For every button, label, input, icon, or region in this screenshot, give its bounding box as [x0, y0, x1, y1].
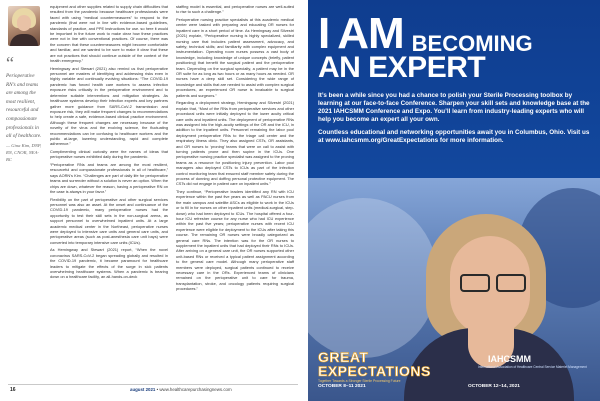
article-column-2 [176, 4, 294, 382]
iahcsmm-logo: IAHCSMM [488, 354, 531, 364]
headline-word-becoming: BECOMING [411, 31, 533, 56]
page-footer [130, 387, 232, 392]
pull-quote-text: Perioperative RN’s and teams are among the most resilient, resourceful and compassionate professionals in all of healthcare. [6, 73, 42, 140]
page-number: 16 [10, 387, 16, 393]
iahcsmm-logo-subtitle: International Association of Healthcare Central Service Materiel Management [478, 365, 587, 369]
footer-issue: august 2021 [130, 387, 156, 392]
article-paragraph: Regarding a deployment strategy, Hemingway and Silvestri (2021) explain that, “Most of the RNs from perioperative services and other procedural units were initially deployed to the lower acuity critical care units and inpatient units. The deployment of perioperative RNs was assigned into the high-acuity settings of the OR and the ICU, in addition to the inpatient units. Personnel remaining the labor pool deployment perioperative RNs to the triage call center and the respiratory illness clinic. They also assigned CSTs, OR assistants, and OR nurses to ‘proning’ teams that were on call to assist with turning patients prone and then supine in the ICUs. One perioperative nursing practice specialist was assigned to the proning teams as a resource for positioning injury prevention. Labor pool managers also deployed CSTs to ICUs as part of the infection control monitoring team that ensured staff member safety during the process of donning and doffing personal protective equipment. The CSTs did not engage in patient care on inpatient units.” [176, 100, 294, 187]
logo-dates-secondary: OCTOBER 12–14, 2021 [468, 384, 520, 389]
ad-photo-background [308, 198, 438, 358]
ad-body [318, 92, 590, 150]
article-column-1 [50, 4, 168, 382]
pull-quote-attribution: — Gina Kim, DNP, RN, CNOR, NEA-BC [6, 142, 42, 162]
author-photo-face [17, 15, 31, 31]
ad-headline-line-1 [318, 9, 590, 58]
headline-word-i: I [318, 9, 330, 58]
article-columns [50, 4, 294, 382]
logo-great: GREAT [318, 349, 369, 365]
ad-body-paragraph: Countless educational and networking opportunities await you in Columbus, Ohio. Visit us at www.iahcsmm.org/GreatExpectations for more information. [318, 129, 590, 144]
logo-tagline: Together Towards a Stronger Sterile Processing Future [318, 379, 401, 383]
author-photo-shoulders [10, 34, 38, 46]
glasses-icon [496, 274, 526, 292]
article-paragraph: Hemingway and Stewart (2021) also remind us that perioperative personnel are masters of identifying and addressing risks even in highly variable and continually evolving situations: “The COVID-19 pandemic has forced health care workers to assess infection exposure risks critically in the perioperative environment and to determine suitable interventions and mitigation strategies. As healthcare systems develop their infection experts and key partners gather more guidance from SARS-CoV-2 transmission and exposure risk, they will make frequent changes to recommendations to help create a safe, evidence-based clinical practice environment. Although these frequent changes are necessary because of the novelty of the virus and the evolving science, the fluctuating recommendations can be confusing to healthcare workers and the public at-large, lowering understanding, rapid and complete adherence.” [50, 65, 168, 147]
footer-separator: • [156, 387, 160, 392]
article-paragraph: Perioperative nursing practice specialists at this academic medical center were tasked with preparing and educating OR nurses for inpatient care in a short period of time. As Hemingway and Silvestri (2021) explain, “Perioperative nursing is highly specialized, skilled nursing care that includes patient assessment, advocacy, and safety; technical skills; and familiarity with complex equipment and instrumentation. Operating room nurses possess a vast body of knowledge, including knowledge of unique concepts (briefly, patient positioning) that benefit the surgical patient and the perioperative team. Depending on the surgical specialty, a patient may be in the OR suite for as long as two hours or as many hours as needed. OR nurses have a deep skill set. Considering the wide range of knowledge and skills that are needed to assist with complex surgical procedures, an experienced OR nurse is invaluable to surgical patients and surgeons.” [176, 17, 294, 98]
ad-headline-line-2: AN EXPERT [318, 51, 486, 84]
author-photo [8, 6, 40, 46]
glasses-icon [460, 274, 490, 292]
quote-mark-icon: “ [6, 53, 14, 73]
article-paragraph: staffing model is essential, and perioperative nurses are well-suited to rise to such a challenge.” [176, 4, 294, 15]
article-paragraph: Complimenting clinical curiosity were the names of ideas that perioperative nurses exhibited daily during the pandemic. [50, 148, 168, 160]
article-paragraph: Flexibility on the part of perioperative and other surgical services personnel was also an asset. At the onset and continuance of the COVID-19 pandemic, many perioperative nurses had the opportunity to test their skill sets in the non-surgical arena, as support personnel to overwhelmed inpatient units. At a large academic medical center in the Northeast, perioperative nurses were deployed to intensive care units and general care units, and perioperative areas (such as post-anesthesia care unit bays) were converted into temporary intensive care units (ICUs). [50, 196, 168, 245]
headline-word-am: AM [337, 9, 404, 58]
footer-site-link[interactable]: www.healthcarepurchasingnews.com [159, 387, 232, 392]
pull-quote-block [6, 53, 44, 163]
conference-advertisement [308, 0, 600, 401]
article-paragraph: “Perioperative RNs and teams are among the most resilient, resourceful and compassionate professionals in all of healthcare,” says AORN’s Kim. “Challenges are part of daily life for perioperative teams and surrender without a solution is never an option. When the chips are down, whatever the reason, having a perioperative RN on the case is always in your favor.” [50, 161, 168, 194]
footer-divider [8, 384, 298, 385]
conference-logo [318, 350, 590, 394]
article-paragraph: As Hemingway and Stewart (2021) report, “When the novel coronavirus SARS-CoV-2 began spreading globally and resulted in the COVID-19 pandemic, it became paramount for healthcare leaders to mitigate the effects of the surge in sick patients overwhelming healthcare systems. When a pandemic is bearing down on a healthcare facility, an all-hands-on-deck [50, 247, 168, 280]
logo-dates-primary: OCTOBER 8–11 2021 [318, 384, 366, 389]
article-paragraph: They continue, “Perioperative leaders identified any RN with ICU experience within the past five years as well as PACU nurses from the main campus and satellite ASCs as eligible to work in the ICUs or to fill in for nurses on other inpatient units (medical-surgical, step-down) who had been deployed to ICUs. The hospital offered a four-hour ICU refresher course for any nurse who had ICU experience within the past five years; perioperative nurses with recent ICU experience were eligible for deployment to the ICUs after taking this course. The remaining OR nurses were broadly categorized as general care RNs. The intention was for the OR nurses to supplement the inpatient units that had deployed their RNs to ICUs. After arriving on a general care unit, the OR nurses supported other unit-based RNs or received a typical patient assignment according to the general care model. Although many perioperative staff members were deployed, surgical patients continued to receive necessary care in the ORs. Experienced teams of clinicians remained on the perioperative unit to care for trauma, transplantation, stroke, and oncology patients requiring surgical procedures.” [176, 188, 294, 292]
logo-expectations: EXPECTATIONS [318, 363, 431, 379]
ad-body-paragraph: It’s been a while since you had a chance to polish your Sterile Processing toolbox by learning at our face-to-face Conference. Sharpen your skill sets and knowledge base at the 2021 IAHCSMM Conference and Expo. You’ll learn from industry-leading experts who will help you become an expert all your own. [318, 92, 590, 123]
article-paragraph: equipment and other supplies related to supply chain difficulties that resulted from the pandemic because healthcare professionals were faced with using “medical countermeasures” to respond to the pandemic (that were not in line with evidence-based guidelines, standards of practice, and PPE instructions for use. so here it would be important in the future work to make clear how these practices were not in line with conventional practices. Of course, there was the concern that these countermeasures might become comfortable and familiar, and we wanted to be sure to make it clear that these are not practices that should continue outside of the context of the health emergency.” [50, 4, 168, 64]
